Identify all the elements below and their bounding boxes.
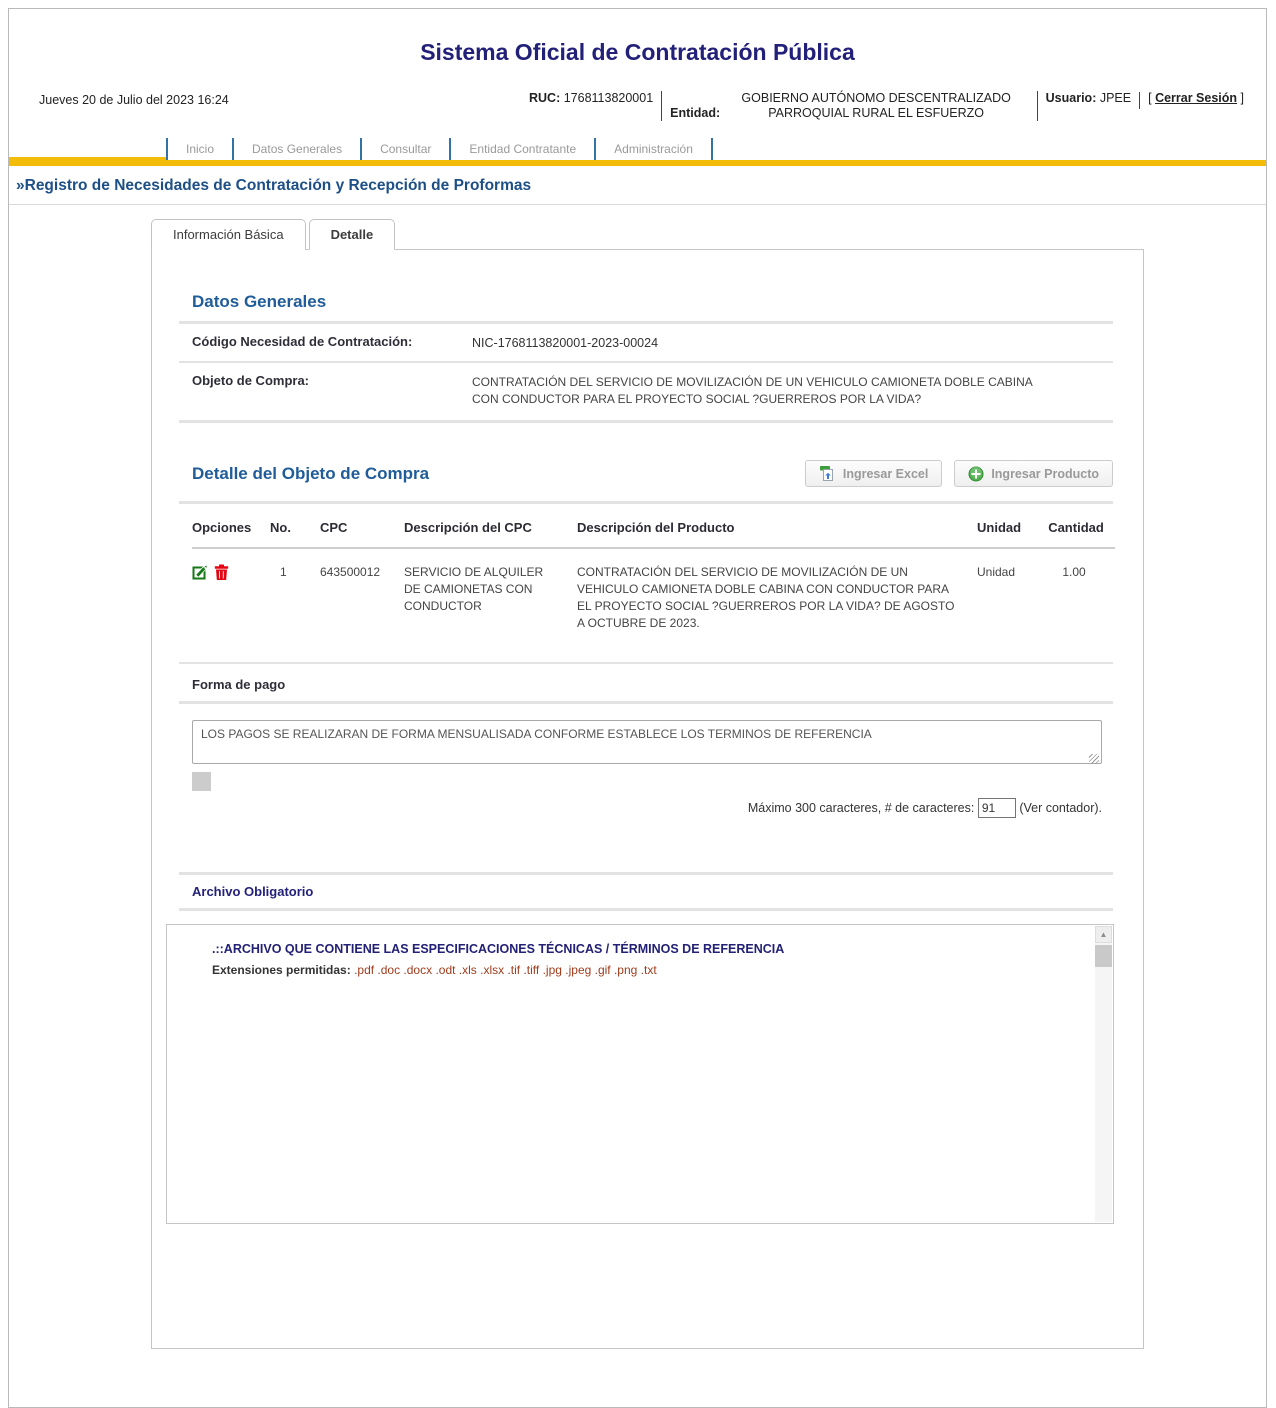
nav-item-consultar[interactable]: Consultar xyxy=(360,138,449,160)
divider xyxy=(179,321,1113,324)
archivo-obligatorio-label: Archivo Obligatorio xyxy=(192,884,314,899)
cell-descripcion-producto: CONTRATACIÓN DEL SERVICIO DE MOVILIZACIÓN DE UN VEHICULO CAMIONETA DOBLE CABINA CON CONDUCTOR PARA EL PROYECTO SOCIAL ?GUERREROS POR LA VIDA? DE AGOSTO A OCTUBRE DE 2023. xyxy=(577,565,955,630)
gold-accent-bar-left xyxy=(9,157,166,160)
extensiones-value: .pdf .doc .docx .odt .xls .xlsx .tif .tiff .jpg .jpeg .gif .png .txt xyxy=(354,963,657,977)
gray-spacer-box xyxy=(192,772,211,791)
col-unidad: Unidad xyxy=(977,516,1047,548)
char-counter-prefix: Máximo 300 caracteres, # de caracteres: xyxy=(747,801,975,815)
codigo-value: NIC-1768113820001-2023-00024 xyxy=(472,336,659,350)
cell-cpc: 643500012 xyxy=(320,565,381,579)
app-title: Sistema Oficial de Contratación Pública xyxy=(420,39,855,65)
ingresar-excel-label: Ingresar Excel xyxy=(842,466,929,481)
current-datetime: Jueves 20 de Julio del 2023 16:24 xyxy=(39,93,229,107)
logout-bracket: ] xyxy=(1237,91,1244,105)
divider xyxy=(179,701,1113,704)
forma-de-pago-field xyxy=(192,720,1102,769)
entity-group xyxy=(670,91,1028,121)
scrollbar-thumb[interactable] xyxy=(1095,945,1112,967)
main-navigation xyxy=(9,138,1266,166)
cell-no: 1 xyxy=(280,565,287,579)
nav-item-entidad-contratante[interactable]: Entidad Contratante xyxy=(449,138,594,160)
col-no: No. xyxy=(270,516,320,548)
ingresar-producto-label: Ingresar Producto xyxy=(991,466,1099,481)
archivo-heading: .::ARCHIVO QUE CONTIENE LAS ESPECIFICACIONES TÉCNICAS / TÉRMINOS DE REFERENCIA xyxy=(212,942,785,956)
archivo-obligatorio-box xyxy=(166,924,1114,1224)
logout-group xyxy=(1148,91,1244,105)
logout-bracket: [ xyxy=(1148,91,1156,105)
page-title: »Registro de Necesidades de Contratación y Recepción de Proformas xyxy=(16,177,532,194)
detail-panel xyxy=(151,249,1144,1349)
archivo-scrollbar[interactable] xyxy=(1095,926,1112,1222)
objeto-label: Objeto de Compra: xyxy=(192,373,310,388)
col-descripcion-producto: Descripción del Producto xyxy=(577,516,977,548)
edit-icon[interactable] xyxy=(192,564,208,580)
session-info-bar xyxy=(9,91,1266,121)
ruc-group xyxy=(529,91,653,105)
gold-accent-bar xyxy=(9,160,1266,166)
logout-link[interactable]: Cerrar Sesión xyxy=(1155,91,1238,105)
nav-item-datos-generales[interactable]: Datos Generales xyxy=(232,138,360,160)
col-descripcion-cpc: Descripción del CPC xyxy=(404,516,577,548)
forma-de-pago-textarea[interactable] xyxy=(192,720,1102,764)
char-counter-suffix: (Ver contador). xyxy=(1019,801,1102,815)
nav-item-administracion[interactable]: Administración xyxy=(594,138,713,160)
tab-detalle[interactable]: Detalle xyxy=(309,219,396,250)
char-counter-row xyxy=(192,798,1102,818)
col-cpc: CPC xyxy=(320,516,404,548)
productos-table xyxy=(192,516,1115,662)
detalle-section-header xyxy=(192,460,1113,487)
tab-informacion-basica[interactable]: Información Básica xyxy=(151,219,306,250)
detalle-heading: Detalle del Objeto de Compra xyxy=(192,463,430,483)
divider xyxy=(179,908,1113,911)
codigo-label: Código Necesidad de Contratación: xyxy=(192,334,413,349)
divider xyxy=(9,204,1266,205)
delete-trash-icon[interactable] xyxy=(214,564,230,580)
col-opciones: Opciones xyxy=(192,516,270,548)
user-label: Usuario: xyxy=(1045,91,1097,105)
nav-item-inicio[interactable]: Inicio xyxy=(166,138,232,160)
user-group xyxy=(1046,91,1131,105)
excel-file-icon xyxy=(819,465,836,482)
user-session-info xyxy=(529,91,1244,121)
cell-descripcion-cpc: SERVICIO DE ALQUILER DE CAMIONETAS CON CONDUCTOR xyxy=(404,565,544,613)
cell-unidad: Unidad xyxy=(977,565,1016,579)
divider xyxy=(179,872,1113,875)
objeto-value: CONTRATACIÓN DEL SERVICIO DE MOVILIZACIÓN DE UN VEHICULO CAMIONETA DOBLE CABINA CON CONDUCTOR PARA EL PROYECTO SOCIAL ?GUERREROS POR LA VIDA? xyxy=(472,375,1033,406)
ruc-label: RUC: xyxy=(528,91,561,105)
codigo-row xyxy=(192,333,1113,352)
scrollbar-up-arrow-icon[interactable]: ▲ xyxy=(1095,926,1112,943)
datos-generales-heading: Datos Generales xyxy=(192,292,327,311)
content-tabs xyxy=(151,219,1266,250)
ruc-value: 1768113820001 xyxy=(563,91,654,105)
resize-grip-icon[interactable] xyxy=(1089,754,1099,764)
table-header-row xyxy=(192,516,1115,548)
divider xyxy=(661,91,662,121)
add-plus-icon xyxy=(968,466,984,482)
forma-de-pago-label: Forma de pago xyxy=(192,677,286,692)
entity-label: Entidad: xyxy=(670,106,721,120)
divider xyxy=(179,361,1113,363)
char-counter-input[interactable] xyxy=(978,798,1016,818)
divider xyxy=(1037,91,1038,121)
divider xyxy=(1139,92,1140,109)
col-cantidad: Cantidad xyxy=(1047,516,1115,548)
page-frame xyxy=(8,8,1267,1408)
objeto-row xyxy=(192,372,1113,408)
ingresar-producto-button[interactable] xyxy=(954,460,1113,487)
divider xyxy=(179,662,1113,664)
ingresar-excel-button[interactable] xyxy=(805,460,942,487)
extensiones-row xyxy=(212,963,1053,977)
extensiones-label: Extensiones permitidas: xyxy=(212,963,351,977)
user-value: JPEE xyxy=(1099,91,1132,105)
divider xyxy=(179,501,1113,504)
divider xyxy=(179,420,1113,423)
cell-cantidad: 1.00 xyxy=(1062,565,1086,579)
entity-value: GOBIERNO AUTÓNOMO DESCENTRALIZADO PARROQUIAL RURAL EL ESFUERZO xyxy=(741,91,1011,120)
table-row xyxy=(192,548,1115,662)
